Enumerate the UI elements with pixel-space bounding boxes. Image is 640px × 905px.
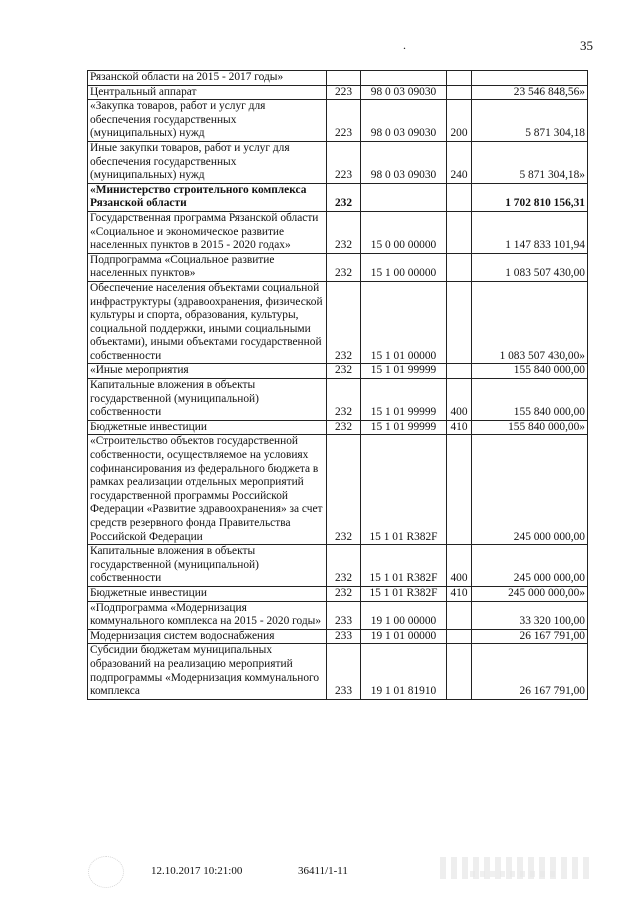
cell-admin-code: 232 <box>327 420 361 435</box>
cell-amount: 245 000 000,00 <box>472 545 588 587</box>
cell-amount: 5 871 304,18» <box>472 141 588 183</box>
cell-admin-code: 232 <box>327 253 361 281</box>
cell-expense-type <box>447 211 472 253</box>
cell-target-article: 19 1 01 00000 <box>361 629 447 644</box>
cell-target-article: 98 0 03 09030 <box>361 85 447 100</box>
budget-table <box>87 70 588 700</box>
table-row <box>88 435 588 545</box>
cell-name: Бюджетные инвестиции <box>88 586 327 601</box>
cell-name: Государственная программа Рязанской области «Социальное и экономическое развитие населенных пунктов в 2015 - 2020 годах» <box>88 211 327 253</box>
cell-target-article: 98 0 03 09030 <box>361 100 447 142</box>
cell-admin-code: 232 <box>327 379 361 421</box>
cell-amount: 33 320 100,00 <box>472 601 588 629</box>
cell-admin-code: 232 <box>327 211 361 253</box>
faint-stamp-mark <box>88 856 124 888</box>
cell-name: «Закупка товаров, работ и услуг для обеспечения государственных (муниципальных) нужд <box>88 100 327 142</box>
cell-amount: 1 147 833 101,94 <box>472 211 588 253</box>
table-row <box>88 601 588 629</box>
cell-name: Обеспечение населения объектами социальной инфраструктуры (здравоохранения, физической культуры и спорта, образования, культуры, социальной поддержки, иными социальными объектами), иными объектами государственной собственности <box>88 281 327 364</box>
cell-expense-type: 410 <box>447 420 472 435</box>
cell-target-article: 15 1 01 99999 <box>361 420 447 435</box>
cell-amount: 245 000 000,00 <box>472 435 588 545</box>
table-row <box>88 141 588 183</box>
cell-target-article: 15 1 01 R382F <box>361 586 447 601</box>
cell-expense-type <box>447 364 472 379</box>
cell-expense-type: 410 <box>447 586 472 601</box>
cell-expense-type <box>447 601 472 629</box>
cell-amount: 155 840 000,00 <box>472 364 588 379</box>
cell-name: Рязанской области на 2015 - 2017 годы» <box>88 71 327 86</box>
cell-amount: 1 083 507 430,00 <box>472 253 588 281</box>
table-row <box>88 379 588 421</box>
page-number: 35 <box>580 38 593 53</box>
cell-amount: 5 871 304,18 <box>472 100 588 142</box>
cell-expense-type <box>447 435 472 545</box>
table-row <box>88 281 588 364</box>
cell-name: «Строительство объектов государственной собственности, осуществляемое на условиях софинансирования из федерального бюджета в рамках реализации отдельных мероприятий государственной программы Российской Федерации «Развитие здравоохранения» за счет средств резервного фонда Правительства Российской Федерации <box>88 435 327 545</box>
cell-amount: 26 167 791,00 <box>472 644 588 699</box>
table-row <box>88 253 588 281</box>
cell-amount <box>472 71 588 86</box>
cell-amount: 1 702 810 156,31 <box>472 183 588 211</box>
cell-admin-code: 232 <box>327 435 361 545</box>
cell-admin-code <box>327 71 361 86</box>
cell-admin-code: 223 <box>327 85 361 100</box>
footer-document-id: 36411/1-11 <box>298 865 348 877</box>
table-row <box>88 586 588 601</box>
cell-admin-code: 232 <box>327 545 361 587</box>
table-row <box>88 85 588 100</box>
cell-expense-type <box>447 629 472 644</box>
cell-target-article: 15 0 00 00000 <box>361 211 447 253</box>
footer-datetime: 12.10.2017 10:21:00 <box>151 865 243 877</box>
table-row <box>88 183 588 211</box>
cell-expense-type <box>447 253 472 281</box>
cell-expense-type: 240 <box>447 141 472 183</box>
cell-target-article: 15 1 01 99999 <box>361 364 447 379</box>
cell-admin-code: 232 <box>327 586 361 601</box>
cell-name: Подпрограмма «Социальное развитие населенных пунктов» <box>88 253 327 281</box>
cell-expense-type <box>447 281 472 364</box>
faint-signature-mark-2 <box>470 871 560 877</box>
cell-expense-type: 400 <box>447 545 472 587</box>
cell-admin-code: 233 <box>327 644 361 699</box>
cell-target-article: 15 1 01 99999 <box>361 379 447 421</box>
cell-admin-code: 232 <box>327 183 361 211</box>
cell-amount: 23 546 848,56» <box>472 85 588 100</box>
table-row <box>88 71 588 86</box>
cell-amount: 1 083 507 430,00» <box>472 281 588 364</box>
cell-target-article: 15 1 01 00000 <box>361 281 447 364</box>
cell-target-article <box>361 183 447 211</box>
cell-target-article: 15 1 00 00000 <box>361 253 447 281</box>
cell-name: Субсидии бюджетам муниципальных образований на реализацию мероприятий подпрограммы «Модернизация коммунального комплекса <box>88 644 327 699</box>
cell-expense-type: 400 <box>447 379 472 421</box>
cell-name: «Подпрограмма «Модернизация коммунального комплекса на 2015 - 2020 годы» <box>88 601 327 629</box>
cell-admin-code: 223 <box>327 100 361 142</box>
budget-table-body <box>88 71 588 700</box>
table-row <box>88 100 588 142</box>
cell-target-article <box>361 71 447 86</box>
cell-admin-code: 223 <box>327 141 361 183</box>
table-row <box>88 364 588 379</box>
cell-name: Капитальные вложения в объекты государственной (муниципальной) собственности <box>88 545 327 587</box>
cell-expense-type <box>447 644 472 699</box>
table-row <box>88 629 588 644</box>
cell-name: Бюджетные инвестиции <box>88 420 327 435</box>
cell-amount: 155 840 000,00 <box>472 379 588 421</box>
cell-name: «Министерство строительного комплекса Рязанской области <box>88 183 327 211</box>
cell-amount: 155 840 000,00» <box>472 420 588 435</box>
cell-target-article: 98 0 03 09030 <box>361 141 447 183</box>
cell-name: «Иные мероприятия <box>88 364 327 379</box>
cell-admin-code: 232 <box>327 364 361 379</box>
cell-expense-type: 200 <box>447 100 472 142</box>
cell-target-article: 19 1 01 81910 <box>361 644 447 699</box>
table-row <box>88 211 588 253</box>
cell-name: Модернизация систем водоснабжения <box>88 629 327 644</box>
cell-admin-code: 232 <box>327 281 361 364</box>
page-dot: . <box>403 38 406 52</box>
cell-admin-code: 233 <box>327 601 361 629</box>
table-row <box>88 545 588 587</box>
table-row <box>88 644 588 699</box>
cell-expense-type <box>447 183 472 211</box>
cell-admin-code: 233 <box>327 629 361 644</box>
cell-target-article: 15 1 01 R382F <box>361 435 447 545</box>
cell-expense-type <box>447 85 472 100</box>
cell-amount: 245 000 000,00» <box>472 586 588 601</box>
cell-amount: 26 167 791,00 <box>472 629 588 644</box>
cell-target-article: 19 1 00 00000 <box>361 601 447 629</box>
table-row <box>88 420 588 435</box>
cell-name: Центральный аппарат <box>88 85 327 100</box>
cell-target-article: 15 1 01 R382F <box>361 545 447 587</box>
cell-name: Иные закупки товаров, работ и услуг для обеспечения государственных (муниципальных) нужд <box>88 141 327 183</box>
cell-name: Капитальные вложения в объекты государственной (муниципальной) собственности <box>88 379 327 421</box>
cell-expense-type <box>447 71 472 86</box>
